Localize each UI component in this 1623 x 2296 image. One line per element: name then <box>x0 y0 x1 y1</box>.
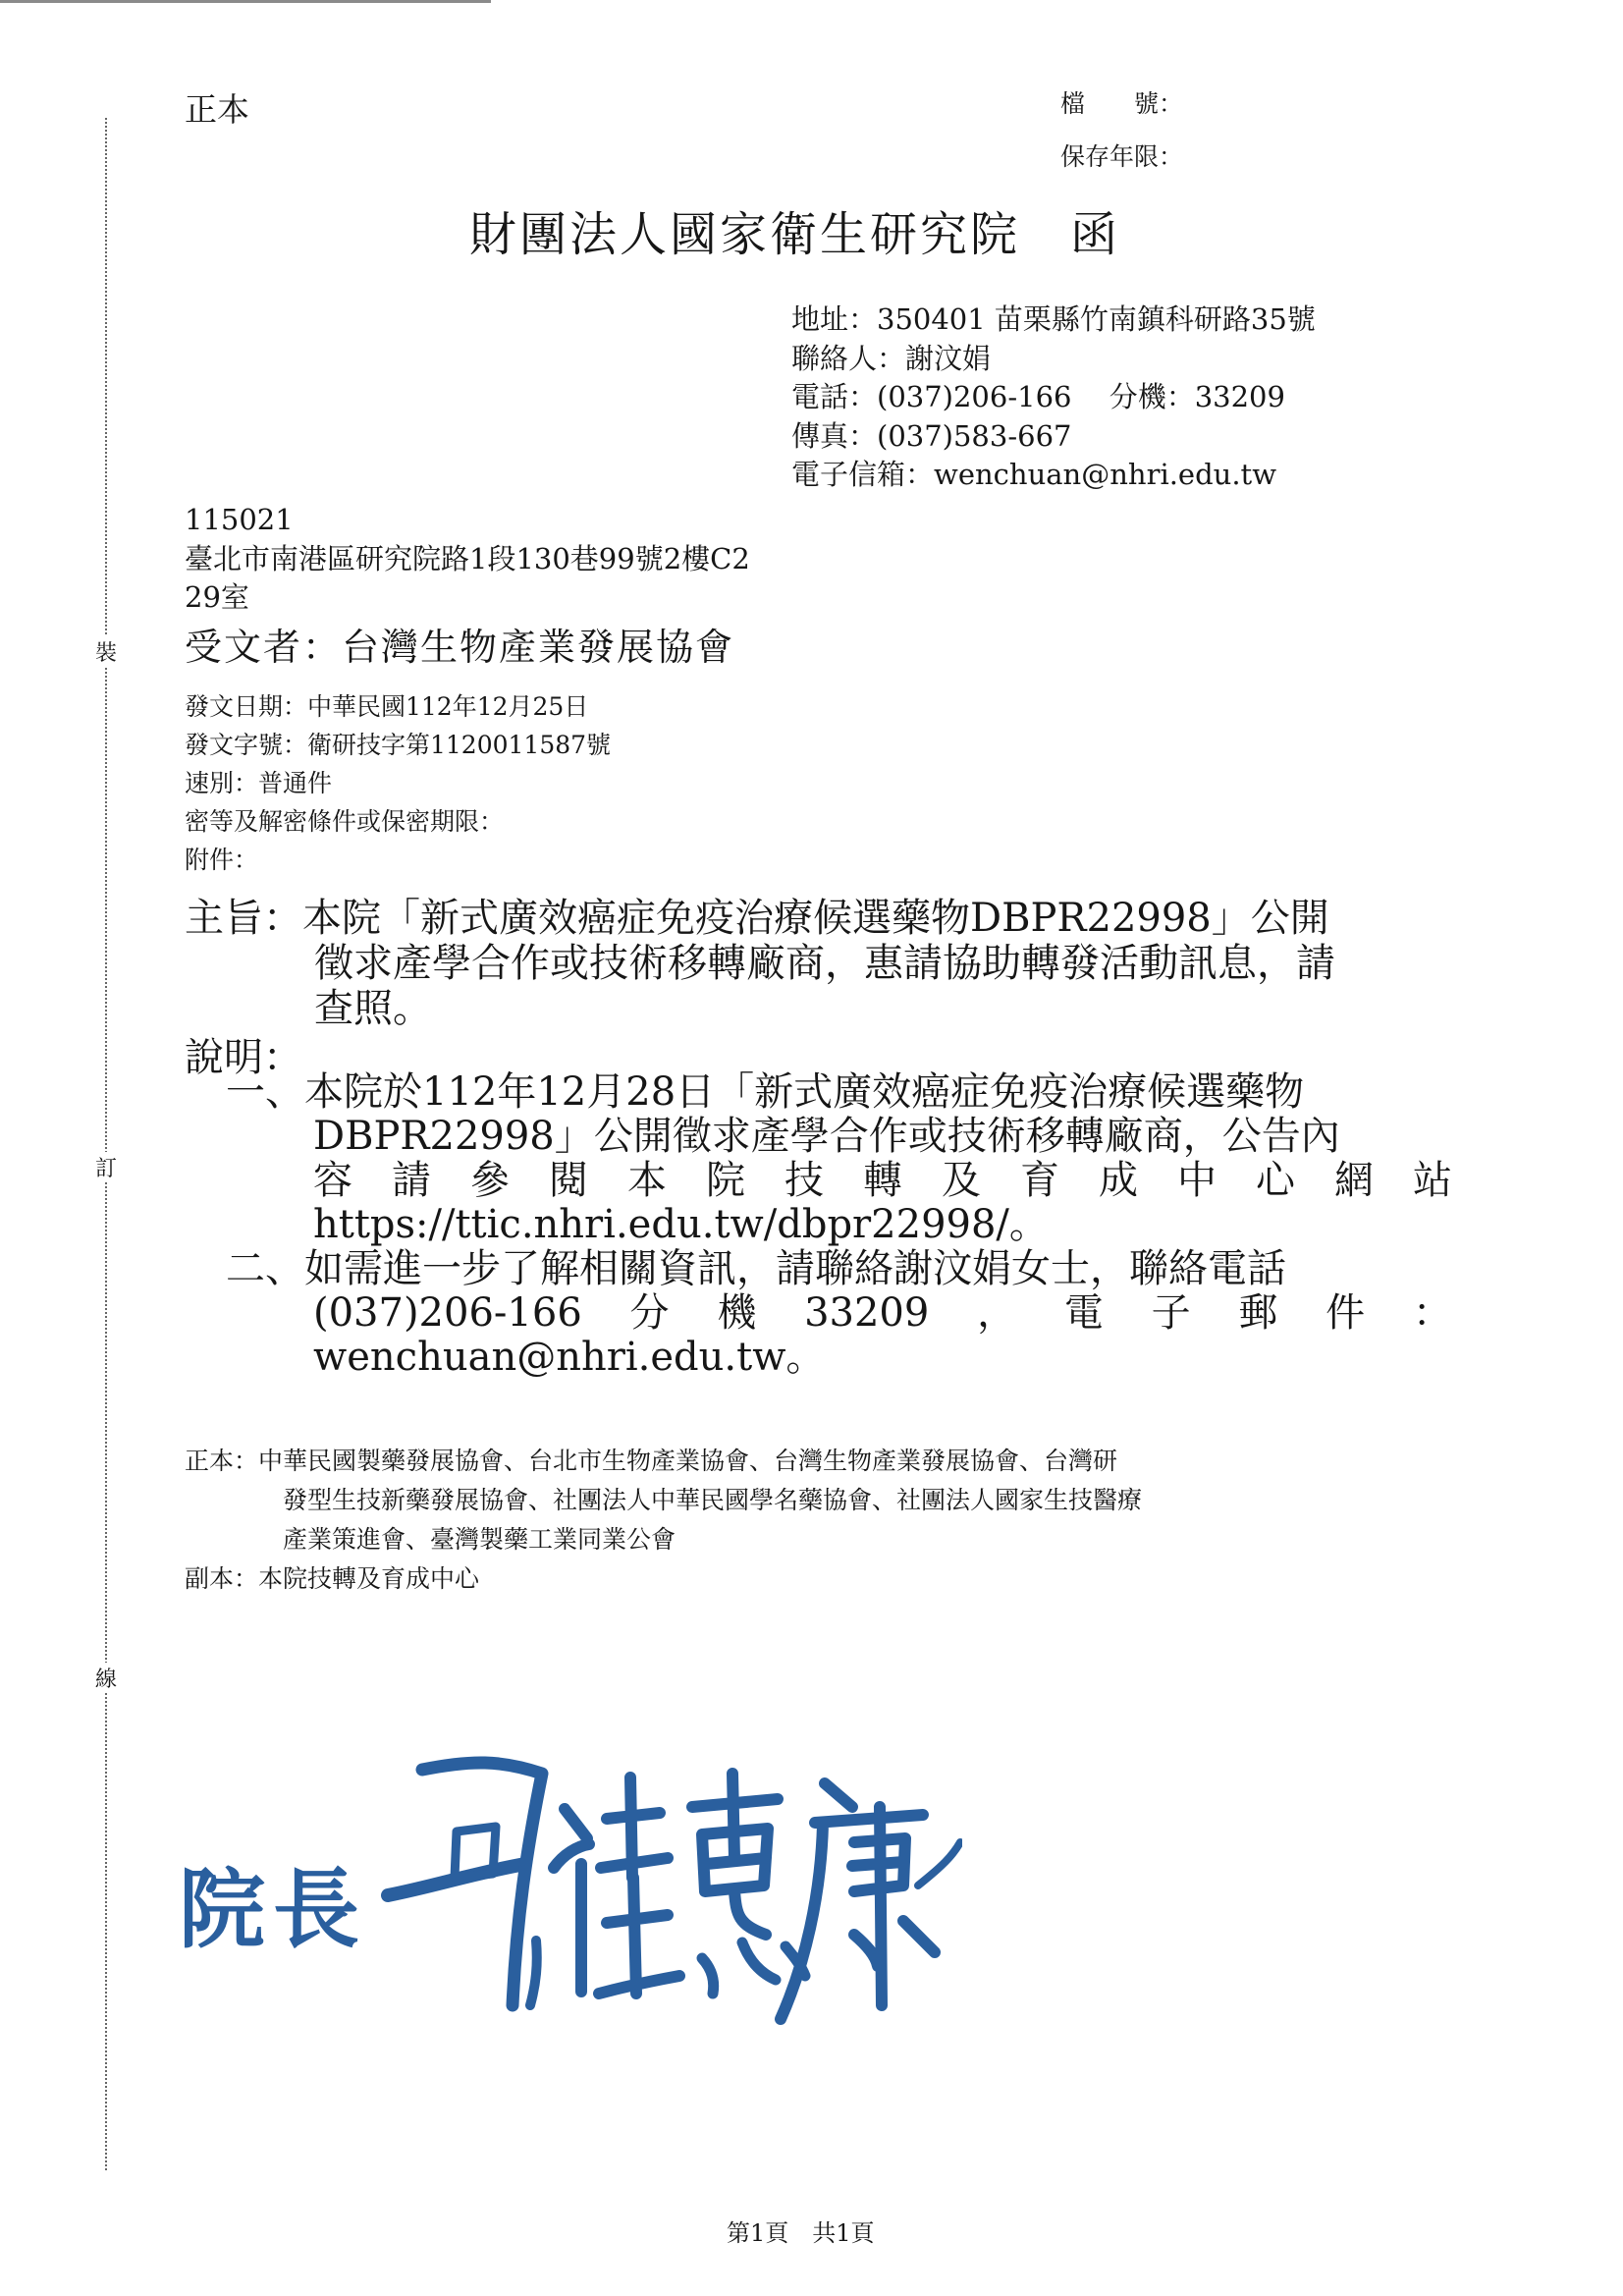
recipient-address-line1: 臺北市南港區研究院路1段130巷99號2樓C2 <box>185 541 750 575</box>
document-meta <box>185 687 611 879</box>
attachment: 附件： <box>185 846 259 874</box>
subject-line2: 徵求產學合作或技術移轉廠商，惠請協助轉發活動訊息，請 <box>314 941 1335 986</box>
binding-mark-xian: 線 <box>94 1663 118 1693</box>
item1-url: https://ttic.nhri.edu.tw/dbpr22998/。 <box>313 1202 1049 1247</box>
main-recipients-line2: 發型生技新藥發展協會、社團法人中華民國學名藥協會、社團法人國家生技醫療 <box>283 1486 1143 1514</box>
recipient-address-line2: 29室 <box>185 580 249 614</box>
item1-line2: DBPR22998」公開徵求產學合作或技術移轉廠商，公告內 <box>313 1114 1340 1159</box>
sender-contact: 聯絡人：謝汶娟 <box>791 341 992 375</box>
sender-phone: 電話：(037)206-166 分機：33209 <box>791 380 1285 413</box>
binding-mark-ding: 訂 <box>94 1152 118 1182</box>
distribution-block <box>185 1442 1142 1599</box>
security-level: 密等及解密條件或保密期限： <box>185 807 505 836</box>
reference-number: 發文字號：衛研技字第1120011587號 <box>185 731 612 759</box>
main-recipients-line1: 正本：中華民國製藥發展協會、台北市生物產業協會、台灣生物產業發展協會、台灣研 <box>185 1447 1118 1475</box>
file-number-label: 檔 號： <box>1060 89 1184 118</box>
recipient-postal-code: 115021 <box>185 503 294 536</box>
item1-line1: 一、本院於112年12月28日「新式廣效癌症免疫治療候選藥物 <box>226 1069 1305 1115</box>
item2-line1: 二、如需進一步了解相關資訊，請聯絡謝汶娟女士，聯絡電話 <box>226 1246 1286 1291</box>
issue-date: 發文日期：中華民國112年12月25日 <box>185 692 589 721</box>
main-recipients-line3: 產業策進會、臺灣製藥工業同業公會 <box>283 1525 676 1554</box>
item2-email: wenchuan@nhri.edu.tw。 <box>313 1335 826 1380</box>
page-number: 第1頁 共1頁 <box>727 2219 875 2247</box>
item2-line2: (037)206-166 分 機 33209 ， 電 子 郵 件 ： <box>313 1290 1452 1336</box>
retention-period-label: 保存年限： <box>1060 142 1184 171</box>
subject-line1: 主旨：本院「新式廣效癌症免疫治療候選藥物DBPR22998」公開 <box>185 896 1329 941</box>
subject-block <box>185 896 1335 1031</box>
explanation-label: 說明： <box>185 1035 302 1080</box>
binding-mark-zhuang: 裝 <box>94 636 118 667</box>
document-title: 財團法人國家衛生研究院 函 <box>469 207 1121 262</box>
subject-line3: 查照。 <box>314 986 432 1031</box>
item1-line3: 容 請 參 閱 本 院 技 轉 及 育 成 中 心 網 站 <box>313 1158 1452 1203</box>
copy-recipients: 副本：本院技轉及育成中心 <box>185 1564 480 1593</box>
sender-fax: 傳真：(037)583-667 <box>791 418 1072 453</box>
recipient-address-block <box>185 501 750 618</box>
sender-email: 電子信箱：wenchuan@nhri.edu.tw <box>791 458 1277 491</box>
signature-title: 院長 <box>179 1858 368 1960</box>
handwritten-signature-icon <box>177 1748 962 2043</box>
binding-line <box>105 118 107 2170</box>
sender-info-block <box>791 301 1316 495</box>
director-signature <box>177 1748 962 2043</box>
explanation-item-1 <box>226 1070 1452 1247</box>
scan-top-edge <box>0 0 491 3</box>
recipient: 受文者：台灣生物產業發展協會 <box>185 626 735 669</box>
copy-type-label: 正本 <box>185 90 249 129</box>
explanation-item-2 <box>226 1247 1452 1380</box>
delivery-speed: 速別：普通件 <box>185 769 333 797</box>
sender-address: 地址：350401 苗栗縣竹南鎮科研路35號 <box>791 302 1316 336</box>
